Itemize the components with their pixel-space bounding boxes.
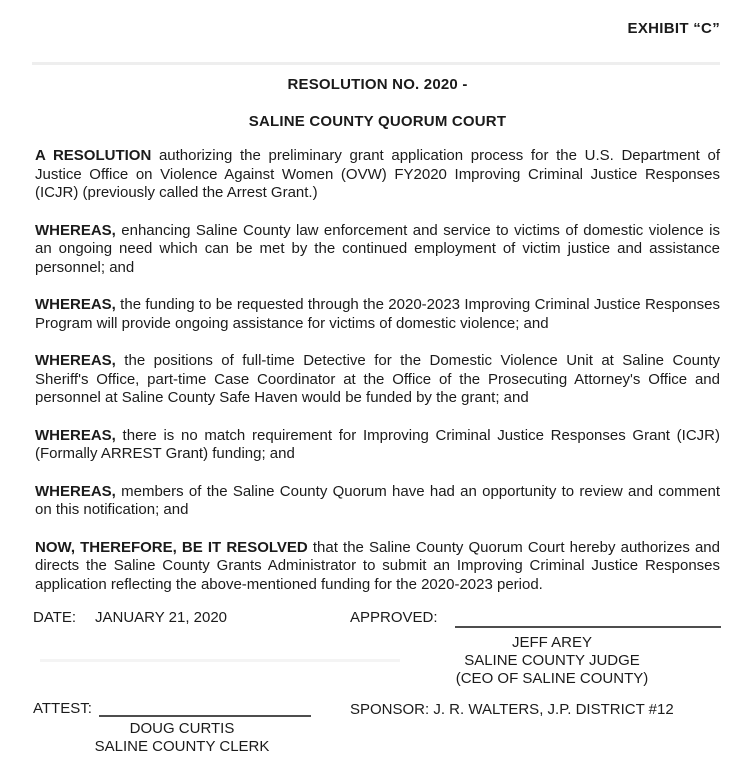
approved-signature-block (387, 634, 717, 689)
attest-label: ATTEST: (33, 700, 92, 717)
approved-title: SALINE COUNTY JUDGE (464, 652, 640, 670)
scan-artifact (32, 62, 720, 65)
paragraph-whereas-2 (35, 296, 720, 333)
paragraph-text: enhancing Saline County law enforcement and service to victims of domestic violence is an ongoing need which can be met by the continued employment of victim justice and assistance personnel; and (35, 221, 720, 276)
date-label: DATE: (33, 609, 77, 626)
resolution-body (35, 147, 720, 594)
approved-label: APPROVED: (350, 609, 438, 626)
date-value: JANUARY 21, 2020 (95, 609, 228, 626)
paragraph-text: the positions of full-time Detective for the Domestic Violence Unit at Saline County Sheriff's Office, part-time Case Coordinator at the Office of the Prosecuting Attorney's Office and personnel at Saline County Safe Haven would be funded by the grant; and (35, 352, 720, 406)
attest-title: SALINE COUNTY CLERK (94, 738, 270, 755)
attest-name: DOUG CURTIS (129, 720, 235, 737)
approved-subtitle: (CEO OF SALINE COUNTY) (455, 670, 649, 688)
paragraph-text: authorizing the preliminary grant application process for the U.S. Department of Justice Office on Violence Against Women (OVW) FY2020 Improving Criminal Justice Responses (ICJR) (previously called the Arrest Grant.) (35, 147, 720, 201)
paragraph-lead: WHEREAS, (35, 221, 116, 239)
exhibit-label: EXHIBIT “C” (627, 20, 720, 37)
attest-signature-line (99, 715, 311, 717)
paragraph-resolved (35, 539, 720, 595)
approved-signature-line (455, 626, 721, 628)
paragraph-lead: NOW, THEREFORE, BE IT RESOLVED (35, 538, 308, 556)
paragraph-whereas-1 (35, 222, 720, 278)
paragraph-whereas-4 (35, 427, 720, 464)
sponsor-line: SPONSOR: J. R. WALTERS, J.P. DISTRICT #12 (350, 701, 674, 718)
attest-signature-block (47, 720, 317, 756)
court-title: SALINE COUNTY QUORUM COURT (248, 113, 507, 130)
paragraph-resolution (35, 147, 720, 203)
paragraph-lead: WHEREAS, (35, 426, 116, 444)
scan-artifact (40, 659, 400, 662)
resolution-title: RESOLUTION NO. 2020 - (287, 76, 468, 93)
paragraph-whereas-5 (35, 483, 720, 520)
paragraph-text: the funding to be requested through the 2020-2023 Improving Criminal Justice Responses Program will provide ongoing assistance for victims of domestic violence; and (35, 296, 720, 332)
approved-name: JEFF AREY (511, 634, 593, 651)
paragraph-text: there is no match requirement for Improving Criminal Justice Responses Grant (ICJR) (Formally ARREST Grant) funding; and (35, 426, 720, 462)
paragraph-text: that the Saline County Quorum Court hereby authorizes and directs the Saline County Grants Administrator to submit an Improving Criminal Justice Responses application reflecting the above-mentioned funding for the 2020-2023 period. (35, 538, 720, 593)
paragraph-text: members of the Saline County Quorum have had an opportunity to review and comment on this notification; and (35, 482, 720, 518)
paragraph-lead: WHEREAS, (35, 352, 116, 369)
paragraph-lead: WHEREAS, (35, 296, 116, 313)
paragraph-lead: A RESOLUTION (35, 147, 152, 164)
paragraph-whereas-3 (35, 352, 720, 408)
paragraph-lead: WHEREAS, (35, 482, 116, 500)
